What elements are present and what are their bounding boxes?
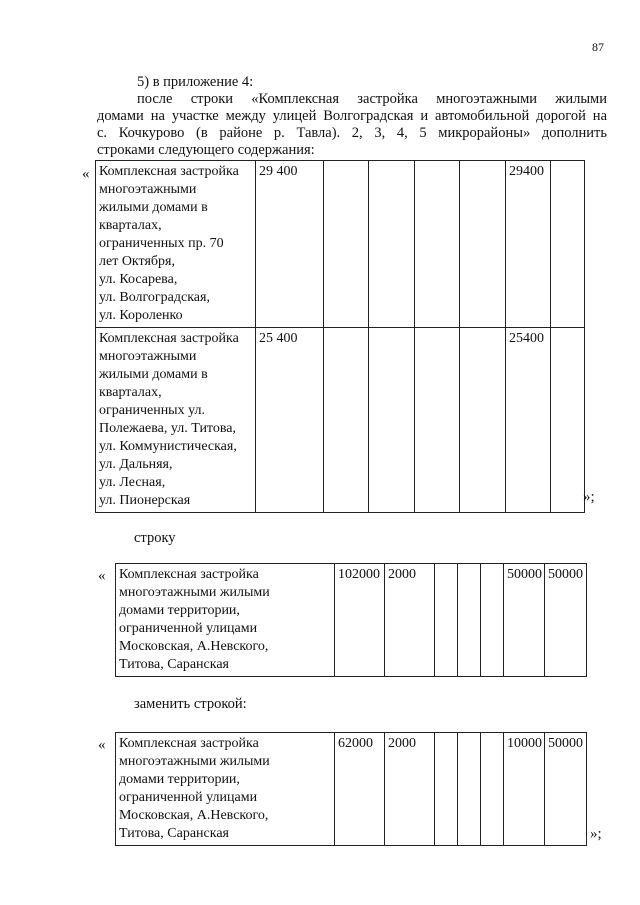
name-line: Комплексная застройка [99, 331, 239, 346]
name-line: домами территории, [119, 772, 240, 787]
value-cell [551, 161, 585, 328]
value-cell [324, 161, 369, 328]
name-line: ул. Короленко [99, 308, 183, 323]
value-cell [435, 564, 458, 677]
value-cell [415, 328, 460, 513]
value-cell [415, 161, 460, 328]
value-cell [369, 161, 415, 328]
table1-open-quote: « [82, 166, 90, 182]
value-cell [369, 328, 415, 513]
name-line: лет Октября, [99, 254, 175, 269]
table-row [96, 328, 585, 513]
value-cell: 2000 [385, 733, 435, 846]
name-line: Комплексная застройка [99, 164, 239, 179]
replace-label: заменить строкой: [134, 696, 247, 712]
name-line: Московская, А.Невского, [119, 639, 269, 654]
name-line: многоэтажными [99, 182, 197, 197]
name-line: ограниченной улицами [119, 790, 258, 805]
name-line: Титова, Саранская [119, 826, 229, 841]
value-cell [481, 564, 504, 677]
table-new-row [115, 732, 587, 846]
name-line: ул. Пионерская [99, 493, 191, 508]
value-cell: 2000 [385, 564, 435, 677]
value-cell [481, 733, 504, 846]
value-cell: 50000 [545, 564, 587, 677]
name-line: Комплексная застройка [119, 736, 259, 751]
intro-line-2: домами на участке между улицей Волгоградская и автомобильной дорогой на [97, 108, 607, 124]
table-old-row [115, 563, 587, 677]
value-cell: 102000 [335, 564, 385, 677]
row-name-cell [96, 328, 256, 513]
name-line: жилыми домами в [99, 200, 208, 215]
value-cell [458, 564, 481, 677]
name-line: Комплексная застройка [119, 567, 259, 582]
table-added-rows [95, 160, 585, 513]
value-cell [435, 733, 458, 846]
value-cell [460, 161, 506, 328]
intro-line-1: после строки «Комплексная застройка многоэтажными жилыми [137, 91, 607, 107]
name-line: ул. Коммунистическая, [99, 439, 237, 454]
stroku-label: строку [134, 530, 176, 546]
value-cell [324, 328, 369, 513]
name-line: Полежаева, ул. Титова, [99, 421, 237, 436]
name-line: домами территории, [119, 603, 240, 618]
table1-close-mark: »; [583, 489, 595, 505]
name-line: ул. Лесная, [99, 475, 166, 490]
value-cell: 10000 [504, 733, 545, 846]
value-cell: 50000 [545, 733, 587, 846]
value-cell [458, 733, 481, 846]
name-line: ограниченных пр. 70 [99, 236, 224, 251]
table-row [116, 733, 587, 846]
value-cell: 50000 [504, 564, 545, 677]
value-cell [460, 328, 506, 513]
name-line: многоэтажными жилыми [119, 585, 270, 600]
row-name-cell [96, 161, 256, 328]
value-cell: 62000 [335, 733, 385, 846]
name-line: ограниченной улицами [119, 621, 258, 636]
item-heading: 5) в приложение 4: [137, 74, 254, 90]
name-line: ул. Волгоградская, [99, 290, 210, 305]
value-cell [551, 328, 585, 513]
name-line: ул. Дальняя, [99, 457, 173, 472]
name-line: кварталах, [99, 218, 162, 233]
value-cell: 29 400 [256, 161, 324, 328]
table3-open-quote: « [98, 737, 106, 753]
page-number: 87 [592, 40, 604, 54]
table-row [96, 161, 585, 328]
row-name-cell [116, 564, 335, 677]
intro-line-4: строками следующего содержания: [97, 142, 315, 158]
name-line: жилыми домами в [99, 367, 208, 382]
name-line: ул. Косарева, [99, 272, 178, 287]
name-line: ограниченных ул. [99, 403, 205, 418]
name-line: многоэтажными жилыми [119, 754, 270, 769]
name-line: Титова, Саранская [119, 657, 229, 672]
table2-open-quote: « [98, 568, 106, 584]
row-name-cell [116, 733, 335, 846]
value-cell: 25 400 [256, 328, 324, 513]
table3-close-mark: »; [590, 826, 602, 842]
name-line: Московская, А.Невского, [119, 808, 269, 823]
name-line: многоэтажными [99, 349, 197, 364]
table-row [116, 564, 587, 677]
name-line: кварталах, [99, 385, 162, 400]
value-cell: 25400 [506, 328, 551, 513]
value-cell: 29400 [506, 161, 551, 328]
intro-line-3: с. Кочкурово (в районе р. Тавла). 2, 3, 4, 5 микрорайоны» дополнить [97, 125, 607, 141]
